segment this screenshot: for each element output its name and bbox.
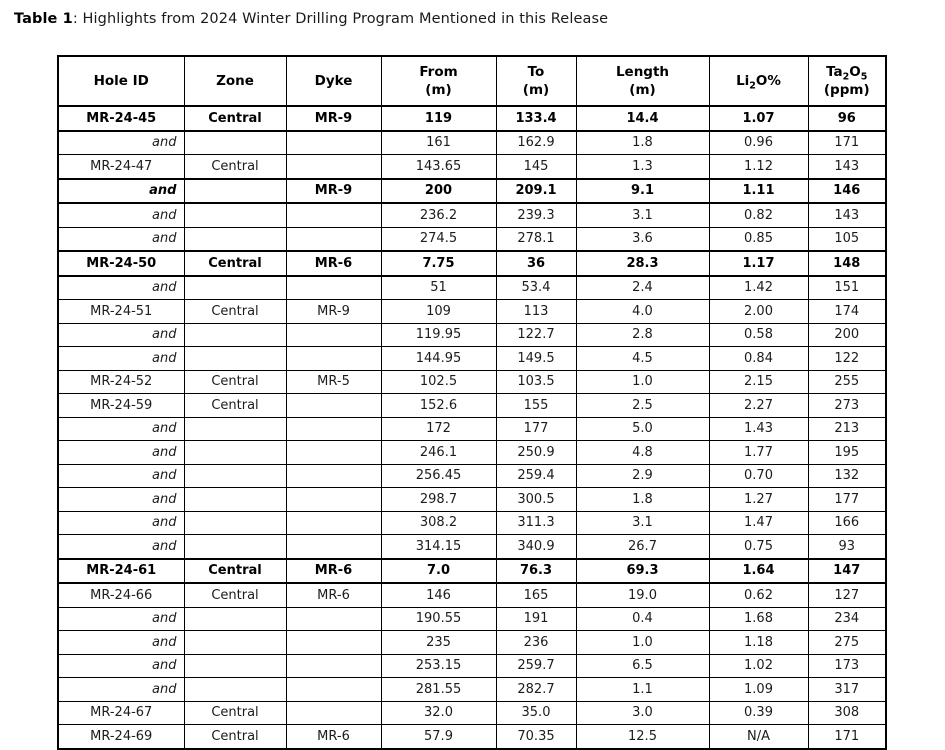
cell-length: 4.0 <box>576 300 709 324</box>
table-row <box>58 559 886 584</box>
header-label: Hole ID <box>93 72 149 89</box>
cell-zone: Central <box>184 370 286 394</box>
header-label: Zone <box>216 72 254 89</box>
cell-to: 278.1 <box>496 227 576 251</box>
cell-li2o: 0.75 <box>709 535 808 559</box>
table-row <box>58 370 886 394</box>
cell-hole: and <box>58 417 184 441</box>
cell-li2o: 1.64 <box>709 559 808 584</box>
cell-zone <box>184 179 286 204</box>
table-row <box>58 488 886 512</box>
cell-hole: and <box>58 607 184 631</box>
cell-li2o: 1.27 <box>709 488 808 512</box>
cell-zone: Central <box>184 300 286 324</box>
cell-length: 2.4 <box>576 276 709 300</box>
header-unit: (m) <box>522 82 550 98</box>
cell-from: 146 <box>381 583 496 607</box>
cell-from: 32.0 <box>381 701 496 725</box>
cell-dyke <box>286 227 381 251</box>
cell-to: 103.5 <box>496 370 576 394</box>
cell-dyke <box>286 394 381 418</box>
cell-length: 3.0 <box>576 701 709 725</box>
cell-ta2o5: 171 <box>808 131 886 155</box>
cell-zone: Central <box>184 251 286 276</box>
cell-length: 9.1 <box>576 179 709 204</box>
col-header-length <box>576 56 709 106</box>
cell-to: 311.3 <box>496 511 576 535</box>
header-label: $Ta_2O_5$ <box>826 63 868 83</box>
cell-zone <box>184 607 286 631</box>
header-unit: (m) <box>629 82 656 98</box>
cell-li2o: 0.70 <box>709 464 808 488</box>
cell-from: 7.0 <box>381 559 496 584</box>
cell-zone: Central <box>184 155 286 179</box>
cell-ta2o5: 200 <box>808 323 886 347</box>
cell-length: 4.8 <box>576 441 709 465</box>
table-row <box>58 179 886 204</box>
cell-li2o: 0.96 <box>709 131 808 155</box>
cell-from: 119 <box>381 106 496 131</box>
cell-to: 236 <box>496 631 576 655</box>
cell-ta2o5: 143 <box>808 155 886 179</box>
cell-to: 340.9 <box>496 535 576 559</box>
cell-length: 6.5 <box>576 654 709 678</box>
cell-li2o: 1.11 <box>709 179 808 204</box>
cell-from: 246.1 <box>381 441 496 465</box>
cell-length: 2.9 <box>576 464 709 488</box>
cell-dyke <box>286 131 381 155</box>
table-row <box>58 203 886 227</box>
cell-hole: MR-24-50 <box>58 251 184 276</box>
cell-li2o: 0.58 <box>709 323 808 347</box>
cell-to: 259.4 <box>496 464 576 488</box>
cell-length: 1.3 <box>576 155 709 179</box>
cell-zone <box>184 347 286 371</box>
cell-length: 1.0 <box>576 631 709 655</box>
cell-li2o: 1.47 <box>709 511 808 535</box>
cell-from: 102.5 <box>381 370 496 394</box>
cell-zone <box>184 441 286 465</box>
cell-length: 1.0 <box>576 370 709 394</box>
cell-hole: and <box>58 631 184 655</box>
table-title-label: Table 1 <box>14 11 73 27</box>
cell-hole: MR-24-51 <box>58 300 184 324</box>
cell-ta2o5: 105 <box>808 227 886 251</box>
cell-zone: Central <box>184 106 286 131</box>
cell-hole: and <box>58 511 184 535</box>
cell-ta2o5: 173 <box>808 654 886 678</box>
cell-ta2o5: 275 <box>808 631 886 655</box>
cell-to: 250.9 <box>496 441 576 465</box>
cell-ta2o5: 127 <box>808 583 886 607</box>
cell-hole: and <box>58 323 184 347</box>
cell-dyke <box>286 631 381 655</box>
cell-hole: and <box>58 488 184 512</box>
cell-length: 14.4 <box>576 106 709 131</box>
cell-length: 19.0 <box>576 583 709 607</box>
cell-dyke <box>286 155 381 179</box>
table-row <box>58 725 886 749</box>
cell-from: 236.2 <box>381 203 496 227</box>
cell-hole: and <box>58 276 184 300</box>
cell-dyke <box>286 535 381 559</box>
cell-ta2o5: 213 <box>808 417 886 441</box>
cell-from: 298.7 <box>381 488 496 512</box>
cell-zone <box>184 678 286 702</box>
cell-from: 256.45 <box>381 464 496 488</box>
cell-ta2o5: 93 <box>808 535 886 559</box>
cell-hole: and <box>58 535 184 559</box>
cell-zone: Central <box>184 701 286 725</box>
cell-from: 109 <box>381 300 496 324</box>
cell-ta2o5: 166 <box>808 511 886 535</box>
cell-length: 1.8 <box>576 131 709 155</box>
cell-ta2o5: 177 <box>808 488 886 512</box>
table-row <box>58 607 886 631</box>
cell-li2o: 1.09 <box>709 678 808 702</box>
cell-to: 300.5 <box>496 488 576 512</box>
cell-ta2o5: 146 <box>808 179 886 204</box>
cell-hole: and <box>58 678 184 702</box>
cell-zone <box>184 323 286 347</box>
cell-to: 149.5 <box>496 347 576 371</box>
cell-zone <box>184 535 286 559</box>
cell-from: 161 <box>381 131 496 155</box>
col-header-hole-id <box>58 56 184 106</box>
table-title <box>14 11 608 27</box>
cell-hole: and <box>58 131 184 155</box>
cell-from: 172 <box>381 417 496 441</box>
cell-to: 36 <box>496 251 576 276</box>
header-label: To <box>527 63 545 80</box>
cell-dyke <box>286 511 381 535</box>
cell-li2o: 1.68 <box>709 607 808 631</box>
cell-dyke <box>286 441 381 465</box>
cell-ta2o5: 255 <box>808 370 886 394</box>
cell-li2o: 0.62 <box>709 583 808 607</box>
table-row <box>58 701 886 725</box>
cell-li2o: 0.82 <box>709 203 808 227</box>
cell-from: 51 <box>381 276 496 300</box>
cell-dyke <box>286 607 381 631</box>
cell-dyke <box>286 701 381 725</box>
cell-hole: MR-24-66 <box>58 583 184 607</box>
cell-length: 3.1 <box>576 203 709 227</box>
cell-hole: and <box>58 227 184 251</box>
cell-dyke: MR-9 <box>286 106 381 131</box>
cell-hole: and <box>58 441 184 465</box>
cell-hole: and <box>58 654 184 678</box>
cell-li2o: 1.02 <box>709 654 808 678</box>
header-label: From <box>419 63 458 80</box>
col-header-from <box>381 56 496 106</box>
cell-ta2o5: 273 <box>808 394 886 418</box>
table-body <box>58 106 886 749</box>
cell-li2o: 0.84 <box>709 347 808 371</box>
cell-from: 235 <box>381 631 496 655</box>
cell-to: 191 <box>496 607 576 631</box>
cell-to: 239.3 <box>496 203 576 227</box>
cell-to: 282.7 <box>496 678 576 702</box>
cell-ta2o5: 143 <box>808 203 886 227</box>
cell-length: 3.1 <box>576 511 709 535</box>
cell-dyke: MR-6 <box>286 251 381 276</box>
cell-zone: Central <box>184 559 286 584</box>
table-row <box>58 441 886 465</box>
cell-dyke <box>286 488 381 512</box>
cell-from: 200 <box>381 179 496 204</box>
cell-from: 144.95 <box>381 347 496 371</box>
cell-ta2o5: 96 <box>808 106 886 131</box>
cell-from: 7.75 <box>381 251 496 276</box>
table-row <box>58 394 886 418</box>
table-row <box>58 535 886 559</box>
cell-to: 209.1 <box>496 179 576 204</box>
cell-zone <box>184 227 286 251</box>
cell-to: 113 <box>496 300 576 324</box>
cell-hole: MR-24-52 <box>58 370 184 394</box>
cell-hole: MR-24-59 <box>58 394 184 418</box>
cell-dyke <box>286 654 381 678</box>
cell-zone: Central <box>184 725 286 749</box>
cell-length: 1.8 <box>576 488 709 512</box>
cell-li2o: 2.15 <box>709 370 808 394</box>
cell-dyke <box>286 323 381 347</box>
table-row <box>58 251 886 276</box>
cell-length: 69.3 <box>576 559 709 584</box>
cell-to: 145 <box>496 155 576 179</box>
table-row <box>58 417 886 441</box>
cell-dyke: MR-6 <box>286 725 381 749</box>
cell-ta2o5: 195 <box>808 441 886 465</box>
cell-dyke: MR-5 <box>286 370 381 394</box>
cell-length: 2.8 <box>576 323 709 347</box>
table-row <box>58 678 886 702</box>
cell-li2o: 1.42 <box>709 276 808 300</box>
table-row <box>58 583 886 607</box>
cell-zone <box>184 511 286 535</box>
table-row <box>58 323 886 347</box>
cell-ta2o5: 122 <box>808 347 886 371</box>
cell-length: 2.5 <box>576 394 709 418</box>
cell-li2o: 1.12 <box>709 155 808 179</box>
cell-to: 177 <box>496 417 576 441</box>
cell-from: 152.6 <box>381 394 496 418</box>
drill-results-table <box>57 55 887 750</box>
cell-li2o: 1.17 <box>709 251 808 276</box>
cell-from: 119.95 <box>381 323 496 347</box>
cell-length: 12.5 <box>576 725 709 749</box>
header-label: Length <box>615 63 670 80</box>
cell-li2o: N/A <box>709 725 808 749</box>
cell-dyke <box>286 464 381 488</box>
cell-from: 143.65 <box>381 155 496 179</box>
cell-hole: MR-24-47 <box>58 155 184 179</box>
cell-ta2o5: 174 <box>808 300 886 324</box>
table-row <box>58 131 886 155</box>
table-row <box>58 464 886 488</box>
col-header-ta2o5 <box>808 56 886 106</box>
cell-ta2o5: 171 <box>808 725 886 749</box>
table-row <box>58 276 886 300</box>
cell-li2o: 0.39 <box>709 701 808 725</box>
cell-length: 1.1 <box>576 678 709 702</box>
cell-length: 0.4 <box>576 607 709 631</box>
cell-length: 5.0 <box>576 417 709 441</box>
cell-zone <box>184 276 286 300</box>
cell-li2o: 0.85 <box>709 227 808 251</box>
cell-hole: and <box>58 179 184 204</box>
cell-hole: and <box>58 464 184 488</box>
cell-from: 190.55 <box>381 607 496 631</box>
cell-ta2o5: 308 <box>808 701 886 725</box>
cell-zone <box>184 131 286 155</box>
cell-dyke: MR-9 <box>286 179 381 204</box>
cell-length: 28.3 <box>576 251 709 276</box>
cell-hole: MR-24-69 <box>58 725 184 749</box>
cell-ta2o5: 151 <box>808 276 886 300</box>
cell-dyke <box>286 347 381 371</box>
cell-length: 26.7 <box>576 535 709 559</box>
cell-to: 165 <box>496 583 576 607</box>
cell-from: 314.15 <box>381 535 496 559</box>
table-row <box>58 654 886 678</box>
cell-from: 274.5 <box>381 227 496 251</box>
cell-hole: MR-24-67 <box>58 701 184 725</box>
cell-zone <box>184 654 286 678</box>
cell-dyke: MR-9 <box>286 300 381 324</box>
cell-to: 155 <box>496 394 576 418</box>
cell-zone: Central <box>184 394 286 418</box>
cell-li2o: 1.18 <box>709 631 808 655</box>
col-header-li2o: $Li_2O\%$ <box>709 56 808 106</box>
cell-to: 133.4 <box>496 106 576 131</box>
cell-dyke: MR-6 <box>286 559 381 584</box>
header-unit: (m) <box>425 82 452 98</box>
col-header-zone <box>184 56 286 106</box>
cell-li2o: 2.00 <box>709 300 808 324</box>
col-header-dyke <box>286 56 381 106</box>
cell-to: 53.4 <box>496 276 576 300</box>
cell-dyke <box>286 417 381 441</box>
cell-length: 4.5 <box>576 347 709 371</box>
header-label: Dyke <box>314 72 353 89</box>
table-row <box>58 347 886 371</box>
cell-to: 162.9 <box>496 131 576 155</box>
cell-ta2o5: 148 <box>808 251 886 276</box>
col-header-to <box>496 56 576 106</box>
cell-zone <box>184 417 286 441</box>
cell-ta2o5: 147 <box>808 559 886 584</box>
table-title-text: : Highlights from 2024 Winter Drilling Program Mentioned in this Release <box>72 11 609 27</box>
cell-dyke <box>286 203 381 227</box>
cell-hole: and <box>58 347 184 371</box>
table-row <box>58 106 886 131</box>
header-unit: (ppm) <box>823 82 870 98</box>
cell-dyke <box>286 276 381 300</box>
cell-zone <box>184 631 286 655</box>
table-header <box>58 56 886 106</box>
cell-hole: MR-24-45 <box>58 106 184 131</box>
cell-li2o: 2.27 <box>709 394 808 418</box>
cell-hole: and <box>58 203 184 227</box>
cell-from: 281.55 <box>381 678 496 702</box>
cell-hole: MR-24-61 <box>58 559 184 584</box>
cell-length: 3.6 <box>576 227 709 251</box>
cell-from: 308.2 <box>381 511 496 535</box>
cell-li2o: 1.77 <box>709 441 808 465</box>
cell-dyke <box>286 678 381 702</box>
header-row <box>58 56 886 106</box>
cell-li2o: 1.43 <box>709 417 808 441</box>
cell-from: 253.15 <box>381 654 496 678</box>
cell-zone <box>184 203 286 227</box>
cell-to: 35.0 <box>496 701 576 725</box>
cell-zone <box>184 464 286 488</box>
cell-to: 259.7 <box>496 654 576 678</box>
cell-to: 122.7 <box>496 323 576 347</box>
table-row <box>58 155 886 179</box>
cell-ta2o5: 132 <box>808 464 886 488</box>
cell-ta2o5: 317 <box>808 678 886 702</box>
table-row <box>58 227 886 251</box>
cell-to: 76.3 <box>496 559 576 584</box>
cell-ta2o5: 234 <box>808 607 886 631</box>
cell-to: 70.35 <box>496 725 576 749</box>
table-row <box>58 300 886 324</box>
cell-dyke: MR-6 <box>286 583 381 607</box>
table-row <box>58 631 886 655</box>
cell-zone: Central <box>184 583 286 607</box>
cell-zone <box>184 488 286 512</box>
table-row <box>58 511 886 535</box>
cell-from: 57.9 <box>381 725 496 749</box>
cell-li2o: 1.07 <box>709 106 808 131</box>
